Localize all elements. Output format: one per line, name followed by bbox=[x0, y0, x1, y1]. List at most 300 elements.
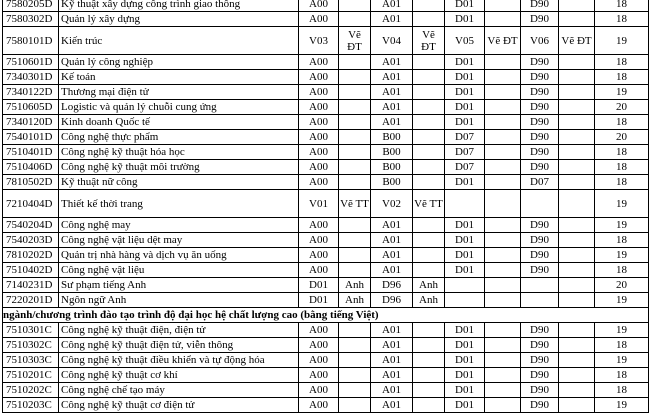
subject-2-cell bbox=[413, 233, 445, 248]
score-cell: 19 bbox=[595, 248, 649, 263]
subject-3-cell bbox=[485, 70, 521, 85]
subject-4-cell bbox=[559, 248, 595, 263]
subject-4-cell bbox=[559, 353, 595, 368]
subject-4-cell bbox=[559, 130, 595, 145]
program-name-cell: Kiến trúc bbox=[59, 27, 299, 55]
combo-2-cell: B00 bbox=[371, 130, 413, 145]
subject-1-cell bbox=[339, 55, 371, 70]
combo-4-cell: V06 bbox=[521, 27, 559, 55]
subject-1-cell bbox=[339, 218, 371, 233]
section-header-row bbox=[3, 308, 649, 323]
subject-2-cell: Vẽ TT bbox=[413, 190, 445, 218]
combo-4-cell: D90 bbox=[521, 70, 559, 85]
combo-1-cell: A00 bbox=[299, 115, 339, 130]
combo-3-cell: D01 bbox=[445, 0, 485, 12]
combo-3-cell: D01 bbox=[445, 55, 485, 70]
subject-4-cell bbox=[559, 12, 595, 27]
combo-1-cell: A00 bbox=[299, 218, 339, 233]
combo-2-cell: A01 bbox=[371, 248, 413, 263]
subject-1-cell bbox=[339, 353, 371, 368]
combo-3-cell: D07 bbox=[445, 145, 485, 160]
table-row bbox=[3, 100, 649, 115]
score-cell: 18 bbox=[595, 70, 649, 85]
combo-3-cell: D01 bbox=[445, 368, 485, 383]
combo-2-cell: A01 bbox=[371, 323, 413, 338]
program-name-cell: Quản trị nhà hàng và dịch vụ ăn uống bbox=[59, 248, 299, 263]
score-cell: 18 bbox=[595, 160, 649, 175]
subject-1-cell bbox=[339, 85, 371, 100]
table-row bbox=[3, 55, 649, 70]
subject-2-cell bbox=[413, 338, 445, 353]
combo-4-cell: D90 bbox=[521, 130, 559, 145]
subject-1-cell bbox=[339, 368, 371, 383]
subject-2-cell bbox=[413, 218, 445, 233]
subject-4-cell bbox=[559, 218, 595, 233]
combo-2-cell: V04 bbox=[371, 27, 413, 55]
program-code-cell: 7540204D bbox=[3, 218, 59, 233]
subject-1-cell bbox=[339, 338, 371, 353]
subject-4-cell bbox=[559, 100, 595, 115]
combo-2-cell: B00 bbox=[371, 175, 413, 190]
combo-3-cell bbox=[445, 278, 485, 293]
combo-1-cell: A00 bbox=[299, 248, 339, 263]
combo-2-cell: A01 bbox=[371, 55, 413, 70]
subject-2-cell bbox=[413, 100, 445, 115]
table-row bbox=[3, 175, 649, 190]
table-row bbox=[3, 323, 649, 338]
subject-3-cell bbox=[485, 12, 521, 27]
subject-4-cell bbox=[559, 0, 595, 12]
combo-1-cell: A00 bbox=[299, 130, 339, 145]
score-cell: 19 bbox=[595, 353, 649, 368]
score-cell: 19 bbox=[595, 218, 649, 233]
subject-4-cell bbox=[559, 323, 595, 338]
subject-4-cell: Vẽ ĐT bbox=[559, 27, 595, 55]
subject-4-cell bbox=[559, 368, 595, 383]
table-row bbox=[3, 190, 649, 218]
combo-2-cell: B00 bbox=[371, 145, 413, 160]
subject-1-cell bbox=[339, 248, 371, 263]
combo-3-cell: D01 bbox=[445, 263, 485, 278]
score-cell: 19 bbox=[595, 323, 649, 338]
score-cell: 20 bbox=[595, 130, 649, 145]
subject-1-cell bbox=[339, 70, 371, 85]
combo-2-cell: A01 bbox=[371, 353, 413, 368]
table-row bbox=[3, 233, 649, 248]
program-name-cell: Công nghệ chế tạo máy bbox=[59, 383, 299, 398]
program-name-cell: Kinh doanh Quốc tế bbox=[59, 115, 299, 130]
combo-2-cell: A01 bbox=[371, 338, 413, 353]
subject-3-cell bbox=[485, 0, 521, 12]
combo-3-cell bbox=[445, 190, 485, 218]
combo-3-cell: D01 bbox=[445, 175, 485, 190]
combo-4-cell: D90 bbox=[521, 85, 559, 100]
score-cell: 18 bbox=[595, 175, 649, 190]
table-row bbox=[3, 27, 649, 55]
program-code-cell: 7510302C bbox=[3, 338, 59, 353]
table-body-standard bbox=[3, 0, 649, 308]
subject-1-cell bbox=[339, 12, 371, 27]
combo-1-cell: A00 bbox=[299, 233, 339, 248]
table-row bbox=[3, 278, 649, 293]
subject-3-cell bbox=[485, 115, 521, 130]
subject-3-cell bbox=[485, 293, 521, 308]
score-cell: 18 bbox=[595, 145, 649, 160]
program-code-cell: 7510203C bbox=[3, 398, 59, 413]
table-row bbox=[3, 353, 649, 368]
subject-3-cell bbox=[485, 368, 521, 383]
program-code-cell: 7510402D bbox=[3, 263, 59, 278]
combo-4-cell: D90 bbox=[521, 218, 559, 233]
table-row bbox=[3, 115, 649, 130]
program-code-cell: 7140231D bbox=[3, 278, 59, 293]
program-name-cell: Kỹ thuật xây dựng công trình giao thông bbox=[59, 0, 299, 12]
combo-1-cell: A00 bbox=[299, 100, 339, 115]
subject-1-cell: Vẽ TT bbox=[339, 190, 371, 218]
score-cell: 19 bbox=[595, 293, 649, 308]
score-cell: 18 bbox=[595, 263, 649, 278]
subject-1-cell bbox=[339, 100, 371, 115]
program-name-cell: Ngôn ngữ Anh bbox=[59, 293, 299, 308]
combo-4-cell: D90 bbox=[521, 100, 559, 115]
program-code-cell: 7510303C bbox=[3, 353, 59, 368]
subject-3-cell: Vẽ ĐT bbox=[485, 27, 521, 55]
subject-1-cell bbox=[339, 175, 371, 190]
program-name-cell: Công nghệ kỹ thuật điện tử, viễn thông bbox=[59, 338, 299, 353]
combo-1-cell: A00 bbox=[299, 353, 339, 368]
combo-4-cell: D90 bbox=[521, 398, 559, 413]
subject-3-cell bbox=[485, 160, 521, 175]
combo-1-cell: A00 bbox=[299, 338, 339, 353]
combo-3-cell: D01 bbox=[445, 323, 485, 338]
subject-2-cell bbox=[413, 70, 445, 85]
subject-3-cell bbox=[485, 248, 521, 263]
subject-2-cell bbox=[413, 130, 445, 145]
combo-2-cell: A01 bbox=[371, 100, 413, 115]
combo-2-cell: A01 bbox=[371, 233, 413, 248]
score-cell: 18 bbox=[595, 233, 649, 248]
subject-1-cell bbox=[339, 130, 371, 145]
subject-1-cell bbox=[339, 233, 371, 248]
subject-2-cell bbox=[413, 248, 445, 263]
program-code-cell: 7510401D bbox=[3, 145, 59, 160]
combo-2-cell: A01 bbox=[371, 0, 413, 12]
combo-4-cell: D90 bbox=[521, 145, 559, 160]
combo-1-cell: A00 bbox=[299, 160, 339, 175]
subject-2-cell bbox=[413, 115, 445, 130]
program-name-cell: Công nghệ may bbox=[59, 218, 299, 233]
combo-3-cell: D01 bbox=[445, 12, 485, 27]
combo-4-cell bbox=[521, 293, 559, 308]
table-row bbox=[3, 160, 649, 175]
program-name-cell: Kế toán bbox=[59, 70, 299, 85]
table-row bbox=[3, 248, 649, 263]
combo-2-cell: A01 bbox=[371, 70, 413, 85]
subject-1-cell bbox=[339, 323, 371, 338]
combo-2-cell: V02 bbox=[371, 190, 413, 218]
combo-4-cell: D90 bbox=[521, 263, 559, 278]
score-cell: 20 bbox=[595, 278, 649, 293]
subject-4-cell bbox=[559, 85, 595, 100]
table-row bbox=[3, 293, 649, 308]
table-row bbox=[3, 130, 649, 145]
score-cell: 18 bbox=[595, 338, 649, 353]
program-code-cell: 7510301C bbox=[3, 323, 59, 338]
combo-4-cell: D90 bbox=[521, 55, 559, 70]
subject-3-cell bbox=[485, 353, 521, 368]
subject-4-cell bbox=[559, 293, 595, 308]
combo-3-cell: V05 bbox=[445, 27, 485, 55]
combo-1-cell: A00 bbox=[299, 398, 339, 413]
program-name-cell: Công nghệ vật liệu bbox=[59, 263, 299, 278]
subject-1-cell bbox=[339, 263, 371, 278]
score-cell: 19 bbox=[595, 27, 649, 55]
subject-2-cell bbox=[413, 368, 445, 383]
combo-3-cell: D01 bbox=[445, 338, 485, 353]
subject-1-cell: Anh bbox=[339, 293, 371, 308]
score-cell: 20 bbox=[595, 100, 649, 115]
section-title: ngành/chương trình đào tạo trình độ đại học hệ chất lượng cao (bằng tiếng Việt) bbox=[3, 308, 649, 323]
combo-1-cell: D01 bbox=[299, 278, 339, 293]
combo-3-cell bbox=[445, 293, 485, 308]
program-code-cell: 7340122D bbox=[3, 85, 59, 100]
program-name-cell: Logistic và quản lý chuỗi cung ứng bbox=[59, 100, 299, 115]
combo-2-cell: B00 bbox=[371, 160, 413, 175]
table-row bbox=[3, 70, 649, 85]
subject-2-cell bbox=[413, 145, 445, 160]
combo-4-cell: D90 bbox=[521, 160, 559, 175]
score-cell: 18 bbox=[595, 383, 649, 398]
combo-2-cell: A01 bbox=[371, 218, 413, 233]
combo-4-cell: D90 bbox=[521, 115, 559, 130]
subject-1-cell bbox=[339, 383, 371, 398]
subject-2-cell bbox=[413, 383, 445, 398]
score-cell: 18 bbox=[595, 55, 649, 70]
subject-3-cell bbox=[485, 323, 521, 338]
subject-1-cell bbox=[339, 115, 371, 130]
combo-4-cell: D90 bbox=[521, 323, 559, 338]
program-name-cell: Quản lý xây dựng bbox=[59, 12, 299, 27]
score-cell: 18 bbox=[595, 368, 649, 383]
subject-1-cell: Anh bbox=[339, 278, 371, 293]
combo-3-cell: D01 bbox=[445, 353, 485, 368]
program-code-cell: 7810502D bbox=[3, 175, 59, 190]
table-row bbox=[3, 218, 649, 233]
subject-2-cell bbox=[413, 263, 445, 278]
combo-1-cell: D01 bbox=[299, 293, 339, 308]
combo-1-cell: A00 bbox=[299, 175, 339, 190]
subject-3-cell bbox=[485, 145, 521, 160]
subject-2-cell bbox=[413, 0, 445, 12]
combo-4-cell: D90 bbox=[521, 12, 559, 27]
program-code-cell: 7580101D bbox=[3, 27, 59, 55]
combo-4-cell: D90 bbox=[521, 368, 559, 383]
subject-2-cell: Anh bbox=[413, 293, 445, 308]
score-cell: 19 bbox=[595, 398, 649, 413]
combo-1-cell: A00 bbox=[299, 70, 339, 85]
subject-4-cell bbox=[559, 160, 595, 175]
combo-2-cell: A01 bbox=[371, 115, 413, 130]
combo-4-cell: D90 bbox=[521, 338, 559, 353]
combo-4-cell: D90 bbox=[521, 0, 559, 12]
table-row bbox=[3, 383, 649, 398]
combo-2-cell: A01 bbox=[371, 398, 413, 413]
table-row bbox=[3, 85, 649, 100]
combo-3-cell: D01 bbox=[445, 398, 485, 413]
program-code-cell: 7510605D bbox=[3, 100, 59, 115]
subject-4-cell bbox=[559, 278, 595, 293]
combo-1-cell: A00 bbox=[299, 0, 339, 12]
combo-3-cell: D07 bbox=[445, 160, 485, 175]
combo-1-cell: A00 bbox=[299, 323, 339, 338]
subject-3-cell bbox=[485, 263, 521, 278]
combo-4-cell: D90 bbox=[521, 248, 559, 263]
subject-3-cell bbox=[485, 85, 521, 100]
combo-1-cell: A00 bbox=[299, 55, 339, 70]
combo-3-cell: D01 bbox=[445, 70, 485, 85]
program-code-cell: 7340301D bbox=[3, 70, 59, 85]
combo-3-cell: D01 bbox=[445, 100, 485, 115]
combo-4-cell: D90 bbox=[521, 383, 559, 398]
program-name-cell: Công nghệ vật liệu dệt may bbox=[59, 233, 299, 248]
program-name-cell: Kỹ thuật nữ công bbox=[59, 175, 299, 190]
score-cell: 18 bbox=[595, 115, 649, 130]
combo-3-cell: D01 bbox=[445, 218, 485, 233]
subject-2-cell bbox=[413, 55, 445, 70]
subject-3-cell bbox=[485, 218, 521, 233]
combo-3-cell: D01 bbox=[445, 115, 485, 130]
subject-1-cell bbox=[339, 160, 371, 175]
subject-3-cell bbox=[485, 338, 521, 353]
table-row bbox=[3, 263, 649, 278]
subject-3-cell bbox=[485, 130, 521, 145]
subject-2-cell bbox=[413, 160, 445, 175]
combo-2-cell: A01 bbox=[371, 85, 413, 100]
combo-2-cell: A01 bbox=[371, 263, 413, 278]
subject-3-cell bbox=[485, 190, 521, 218]
combo-3-cell: D01 bbox=[445, 248, 485, 263]
admissions-table bbox=[2, 0, 649, 413]
program-name-cell: Quản lý công nghiệp bbox=[59, 55, 299, 70]
program-name-cell: Công nghệ kỹ thuật hóa học bbox=[59, 145, 299, 160]
program-name-cell: Công nghệ kỹ thuật điều khiển và tự động hóa bbox=[59, 353, 299, 368]
program-code-cell: 7540203D bbox=[3, 233, 59, 248]
program-name-cell: Thiết kế thời trang bbox=[59, 190, 299, 218]
table-row bbox=[3, 12, 649, 27]
combo-2-cell: D96 bbox=[371, 293, 413, 308]
program-code-cell: 7340120D bbox=[3, 115, 59, 130]
program-code-cell: 7510201C bbox=[3, 368, 59, 383]
table-section bbox=[3, 308, 649, 323]
program-code-cell: 7510406D bbox=[3, 160, 59, 175]
subject-4-cell bbox=[559, 190, 595, 218]
combo-4-cell: D90 bbox=[521, 233, 559, 248]
table-row bbox=[3, 0, 649, 12]
score-cell: 19 bbox=[595, 190, 649, 218]
program-name-cell: Công nghệ kỹ thuật cơ khí bbox=[59, 368, 299, 383]
subject-4-cell bbox=[559, 338, 595, 353]
subject-1-cell bbox=[339, 0, 371, 12]
combo-1-cell: A00 bbox=[299, 85, 339, 100]
program-name-cell: Công nghệ kỹ thuật điện, điện tử bbox=[59, 323, 299, 338]
program-code-cell: 7220201D bbox=[3, 293, 59, 308]
combo-2-cell: A01 bbox=[371, 383, 413, 398]
subject-2-cell bbox=[413, 323, 445, 338]
subject-4-cell bbox=[559, 145, 595, 160]
program-name-cell: Công nghệ thực phẩm bbox=[59, 130, 299, 145]
subject-2-cell: Anh bbox=[413, 278, 445, 293]
combo-2-cell: D96 bbox=[371, 278, 413, 293]
subject-4-cell bbox=[559, 115, 595, 130]
subject-3-cell bbox=[485, 233, 521, 248]
combo-1-cell: A00 bbox=[299, 145, 339, 160]
program-name-cell: Công nghệ kỹ thuật môi trường bbox=[59, 160, 299, 175]
table-body-high-quality bbox=[3, 323, 649, 413]
combo-3-cell: D01 bbox=[445, 85, 485, 100]
combo-3-cell: D07 bbox=[445, 130, 485, 145]
combo-2-cell: A01 bbox=[371, 368, 413, 383]
subject-4-cell bbox=[559, 70, 595, 85]
subject-2-cell bbox=[413, 175, 445, 190]
subject-4-cell bbox=[559, 55, 595, 70]
program-name-cell: Sư phạm tiếng Anh bbox=[59, 278, 299, 293]
combo-1-cell: A00 bbox=[299, 383, 339, 398]
score-cell: 18 bbox=[595, 0, 649, 12]
subject-2-cell bbox=[413, 353, 445, 368]
table-row bbox=[3, 338, 649, 353]
program-code-cell: 7540101D bbox=[3, 130, 59, 145]
subject-4-cell bbox=[559, 263, 595, 278]
subject-2-cell bbox=[413, 85, 445, 100]
program-code-cell: 7510601D bbox=[3, 55, 59, 70]
combo-1-cell: V01 bbox=[299, 190, 339, 218]
table-row bbox=[3, 145, 649, 160]
program-code-cell: 7580302D bbox=[3, 12, 59, 27]
combo-1-cell: A00 bbox=[299, 368, 339, 383]
combo-2-cell: A01 bbox=[371, 12, 413, 27]
subject-3-cell bbox=[485, 100, 521, 115]
subject-2-cell: Vẽ ĐT bbox=[413, 27, 445, 55]
table-row bbox=[3, 368, 649, 383]
combo-4-cell bbox=[521, 278, 559, 293]
combo-3-cell: D01 bbox=[445, 383, 485, 398]
subject-1-cell bbox=[339, 145, 371, 160]
score-cell: 19 bbox=[595, 85, 649, 100]
subject-4-cell bbox=[559, 175, 595, 190]
subject-3-cell bbox=[485, 383, 521, 398]
subject-3-cell bbox=[485, 55, 521, 70]
score-cell: 18 bbox=[595, 12, 649, 27]
program-code-cell: 7810202D bbox=[3, 248, 59, 263]
combo-4-cell: D90 bbox=[521, 353, 559, 368]
subject-4-cell bbox=[559, 233, 595, 248]
subject-2-cell bbox=[413, 12, 445, 27]
subject-3-cell bbox=[485, 175, 521, 190]
combo-1-cell: A00 bbox=[299, 12, 339, 27]
subject-3-cell bbox=[485, 278, 521, 293]
subject-1-cell: Vẽ ĐT bbox=[339, 27, 371, 55]
program-name-cell: Thương mại điện tử bbox=[59, 85, 299, 100]
program-code-cell: 7580205D bbox=[3, 0, 59, 12]
combo-4-cell bbox=[521, 190, 559, 218]
combo-1-cell: A00 bbox=[299, 263, 339, 278]
combo-3-cell: D01 bbox=[445, 233, 485, 248]
subject-4-cell bbox=[559, 383, 595, 398]
combo-1-cell: V03 bbox=[299, 27, 339, 55]
program-code-cell: 7210404D bbox=[3, 190, 59, 218]
combo-4-cell: D07 bbox=[521, 175, 559, 190]
program-code-cell: 7510202C bbox=[3, 383, 59, 398]
